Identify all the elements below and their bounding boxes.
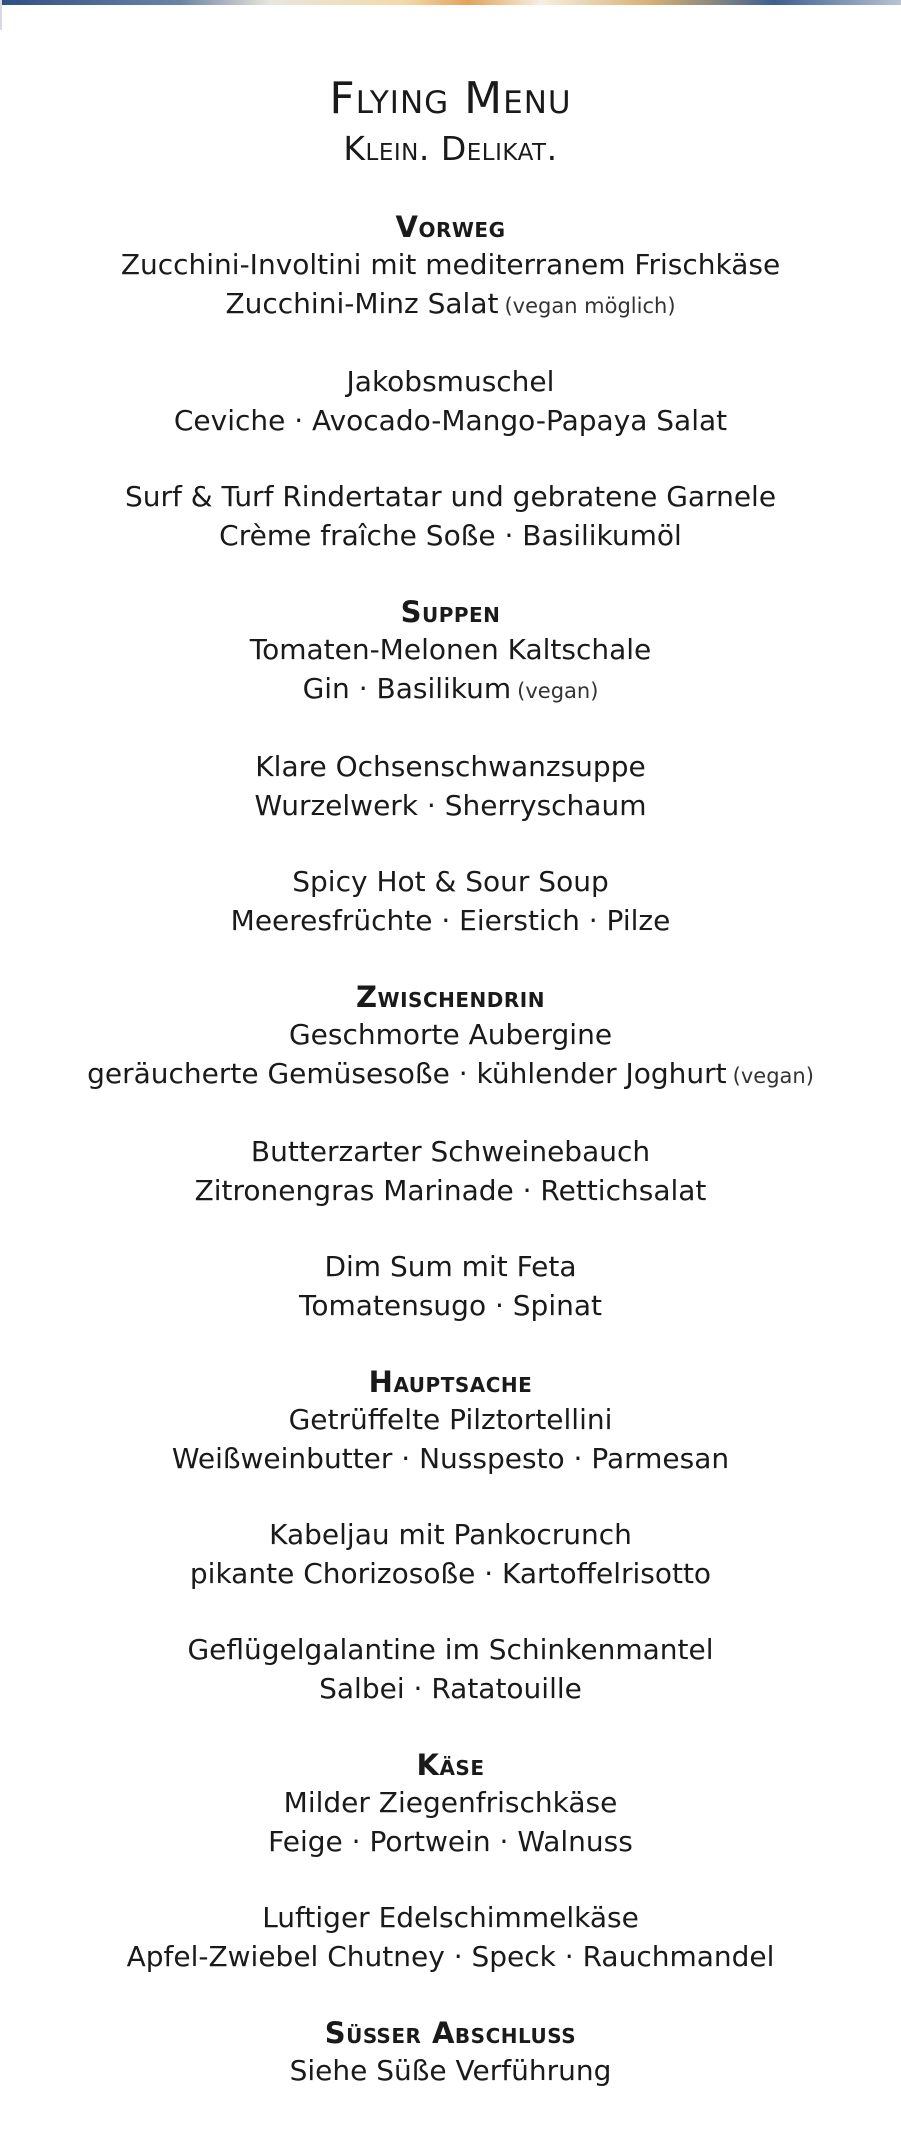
- dish-description-text: Feige · Portwein · Walnuss: [268, 1824, 633, 1858]
- menu-title: Flying Menu: [329, 73, 572, 124]
- dish-description: [0, 787, 901, 826]
- dish-name-text: Luftiger Edelschimmelkäse: [262, 1901, 639, 1934]
- dish-item: [0, 363, 901, 440]
- dish-name-text: Geflügelgalantine im Schinkenmantel: [187, 1633, 714, 1666]
- dish-description: [0, 1670, 901, 1709]
- dish-name: [0, 1248, 901, 1287]
- dish-item: [0, 1631, 901, 1708]
- dish-name-text: Butterzarter Schweinebauch: [250, 1135, 651, 1168]
- section-title: Suppen: [400, 595, 501, 629]
- dish-description: [0, 1172, 901, 1211]
- dish-name-text: Jakobsmuschel: [346, 365, 555, 398]
- dish-description-text: Apfel-Zwiebel Chutney · Speck · Rauchmandel: [126, 1939, 775, 1973]
- section-hauptsache: [0, 1363, 901, 1708]
- dish-description-text: Salbei · Ratatouille: [319, 1671, 582, 1705]
- dish-name-text: Kabeljau mit Pankocrunch: [269, 1518, 632, 1551]
- dish-item: [0, 1016, 901, 1095]
- dish-description-text: Weißweinbutter · Nusspesto · Parmesan: [171, 1441, 730, 1475]
- dish-item: [0, 1401, 901, 1478]
- dish-name: [0, 2052, 901, 2091]
- dish-description-text: Tomatensugo · Spinat: [298, 1288, 602, 1322]
- dish-description: [0, 1055, 901, 1096]
- section-title: Vorweg: [395, 210, 506, 244]
- menu-subtitle: Klein. Delikat.: [343, 129, 558, 168]
- dish-name-text: Siehe Süße Verführung: [289, 2054, 612, 2087]
- dish-name: [0, 1016, 901, 1055]
- dish-name: [0, 1133, 901, 1172]
- dish-item: [0, 246, 901, 325]
- dish-name-text: Milder Ziegenfrischkäse: [283, 1786, 618, 1819]
- dish-note: (vegan): [732, 1063, 814, 1088]
- section-zwischendrin: [0, 978, 901, 1325]
- section-suppen: [0, 593, 901, 940]
- dish-description: [0, 517, 901, 556]
- dish-name-text: Klare Ochsenschwanzsuppe: [255, 750, 646, 783]
- dish-name: [0, 631, 901, 670]
- dish-name: [0, 748, 901, 787]
- menu: [0, 70, 901, 2129]
- dish-item: [0, 1516, 901, 1593]
- dish-item: [0, 478, 901, 555]
- dish-name: [0, 363, 901, 402]
- dish-note: (vegan): [517, 678, 599, 703]
- dish-description: [0, 1555, 901, 1594]
- dish-description-text: Wurzelwerk · Sherryschaum: [254, 788, 647, 822]
- dish-item: [0, 631, 901, 710]
- dish-description-text: geräucherte Gemüsesoße · kühlender Joghurt: [87, 1056, 727, 1090]
- dish-item: [0, 1248, 901, 1325]
- section-title: Süßer Abschluss: [324, 2016, 577, 2050]
- dish-description: [0, 285, 901, 326]
- dish-item: [0, 1133, 901, 1210]
- decorative-left-rule: [0, 0, 2, 30]
- section-kaese: [0, 1746, 901, 1976]
- dish-name-text: Geschmorte Aubergine: [288, 1018, 613, 1051]
- dish-description-text: Meeresfrüchte · Eierstich · Pilze: [230, 903, 671, 937]
- dish-name: [0, 1401, 901, 1440]
- dish-name: [0, 478, 901, 517]
- section-title: Hauptsache: [368, 1365, 533, 1399]
- section-title: Käse: [416, 1748, 485, 1782]
- dish-name: [0, 1784, 901, 1823]
- dish-name: [0, 1899, 901, 1938]
- dish-name-text: Surf & Turf Rindertatar und gebratene Garnele: [124, 480, 777, 513]
- dish-name: [0, 1516, 901, 1555]
- dish-name-text: Spicy Hot & Sour Soup: [292, 865, 609, 898]
- dish-description: [0, 1938, 901, 1977]
- dish-item: [0, 1784, 901, 1861]
- dish-description: [0, 902, 901, 941]
- dish-name-text: Tomaten-Melonen Kaltschale: [249, 633, 652, 666]
- dish-description-text: pikante Chorizosoße · Kartoffelrisotto: [189, 1556, 712, 1590]
- dish-name-text: Zucchini-Involtini mit mediterranem Frischkäse: [120, 248, 781, 281]
- dish-description: [0, 1823, 901, 1862]
- dish-item: [0, 1899, 901, 1976]
- dish-description: [0, 1287, 901, 1326]
- dish-name-text: Getrüffelte Pilztortellini: [288, 1403, 613, 1436]
- dish-description: [0, 670, 901, 711]
- decorative-top-strip: [0, 0, 901, 5]
- section-vorweg: [0, 208, 901, 555]
- dish-name-text: Dim Sum mit Feta: [324, 1250, 577, 1283]
- dish-description: [0, 1440, 901, 1479]
- dish-description-text: Crème fraîche Soße · Basilikumöl: [219, 518, 682, 552]
- dish-item: [0, 2052, 901, 2091]
- dish-description-text: Zitronengras Marinade · Rettichsalat: [194, 1173, 707, 1207]
- dish-note: (vegan möglich): [504, 293, 676, 318]
- section-title: Zwischendrin: [356, 980, 545, 1014]
- dish-description-text: Ceviche · Avocado-Mango-Papaya Salat: [173, 403, 728, 437]
- dish-item: [0, 863, 901, 940]
- dish-description-text: Zucchini-Minz Salat: [225, 286, 499, 320]
- dish-description-text: Gin · Basilikum: [302, 671, 512, 705]
- dish-description: [0, 402, 901, 441]
- dish-name: [0, 246, 901, 285]
- section-suesser-abschluss: [0, 2014, 901, 2091]
- dish-item: [0, 748, 901, 825]
- dish-name: [0, 863, 901, 902]
- dish-name: [0, 1631, 901, 1670]
